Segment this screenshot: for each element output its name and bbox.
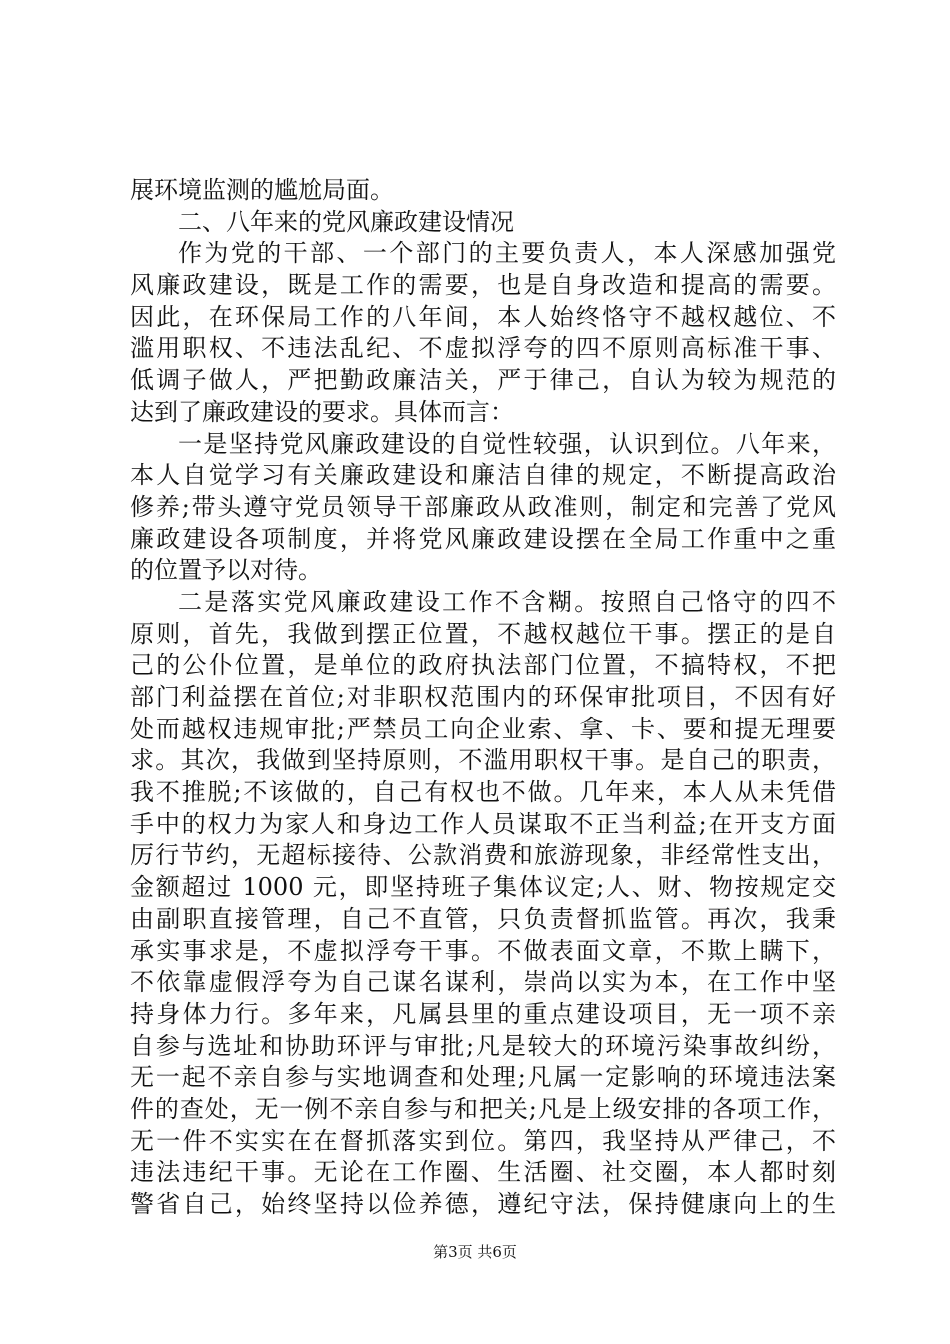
text-line: 不依靠虚假浮夸为自己谋名谋利，崇尚以实为本，在工作中坚	[130, 968, 836, 997]
text-line: 我不推脱;不该做的，自己有权也不做。几年来，本人从未凭借	[130, 778, 836, 807]
text-line: 厉行节约，无超标接待、公款消费和旅游现象，非经常性支出，	[130, 841, 836, 870]
text-line: 无一起不亲自参与实地调查和处理;凡属一定影响的环境违法案	[130, 1063, 836, 1092]
text-line: 持身体力行。多年来，凡属县里的重点建设项目，无一项不亲	[130, 999, 836, 1028]
text-line: 作为党的干部、一个部门的主要负责人，本人深感加强党	[178, 239, 836, 268]
text-line: 二是落实党风廉政建设工作不含糊。按照自己恪守的四不	[178, 587, 836, 616]
text-line: 因此，在环保局工作的八年间，本人始终恪守不越权越位、不	[130, 302, 836, 331]
text-line: 违法违纪干事。无论在工作圈、生活圈、社交圈，本人都时刻	[130, 1158, 836, 1187]
text-line: 修养;带头遵守党员领导干部廉政从政准则，制定和完善了党风	[130, 492, 836, 521]
text-line: 二、八年来的党风廉政建设情况	[178, 207, 514, 236]
text-line: 警省自己，始终坚持以俭养德，遵纪守法，保持健康向上的生	[130, 1190, 836, 1218]
text-line: 求。其次，我做到坚持原则，不滥用职权干事。是自己的职责，	[130, 746, 836, 775]
text-line: 处而越权违规审批;严禁员工向企业索、拿、卡、要和提无理要	[130, 714, 836, 743]
text-line: 件的查处，无一例不亲自参与和把关;凡是上级安排的各项工作，	[130, 1094, 836, 1123]
text-line: 由副职直接管理，自己不直管，只负责督抓监管。再次，我秉	[130, 904, 836, 933]
text-line: 廉政建设各项制度，并将党风廉政建设摆在全局工作重中之重	[130, 524, 836, 553]
text-line: 的位置予以对待。	[130, 556, 322, 585]
text-line: 无一件不实实在在督抓落实到位。第四，我坚持从严律己，不	[130, 1126, 836, 1155]
page-footer: 第3页 共6页	[433, 1243, 517, 1261]
document-body	[130, 175, 836, 1221]
text-line: 滥用职权、不违法乱纪、不虚拟浮夸的四不原则高标准干事、	[130, 334, 836, 363]
text-line: 己的公仆位置，是单位的政府执法部门位置，不搞特权，不把	[130, 651, 836, 680]
text-line: 手中的权力为家人和身边工作人员谋取不正当利益;在开支方面	[130, 809, 836, 838]
text-line: 承实事求是，不虚拟浮夸干事。不做表面文章，不欺上瞒下，	[130, 936, 836, 965]
text-line: 部门利益摆在首位;对非职权范围内的环保审批项目，不因有好	[130, 683, 836, 711]
text-line: 本人自觉学习有关廉政建设和廉洁自律的规定，不断提高政治	[130, 461, 836, 490]
text-line: 原则，首先，我做到摆正位置，不越权越位干事。摆正的是自	[130, 619, 836, 648]
text-line: 一是坚持党风廉政建设的自觉性较强，认识到位。八年来，	[178, 429, 836, 458]
text-line: 自参与选址和协助环评与审批;凡是较大的环境污染事故纠纷，	[130, 1031, 836, 1060]
text-line: 达到了廉政建设的要求。具体而言：	[130, 397, 514, 426]
text-line: 金额超过 1000 元，即坚持班子集体议定;人、财、物按规定交	[130, 873, 836, 902]
text-line: 展环境监测的尴尬局面。	[130, 176, 394, 204]
text-line: 风廉政建设，既是工作的需要，也是自身改造和提高的需要。	[130, 271, 836, 300]
text-line: 低调子做人，严把勤政廉洁关，严于律己，自认为较为规范的	[130, 366, 836, 395]
